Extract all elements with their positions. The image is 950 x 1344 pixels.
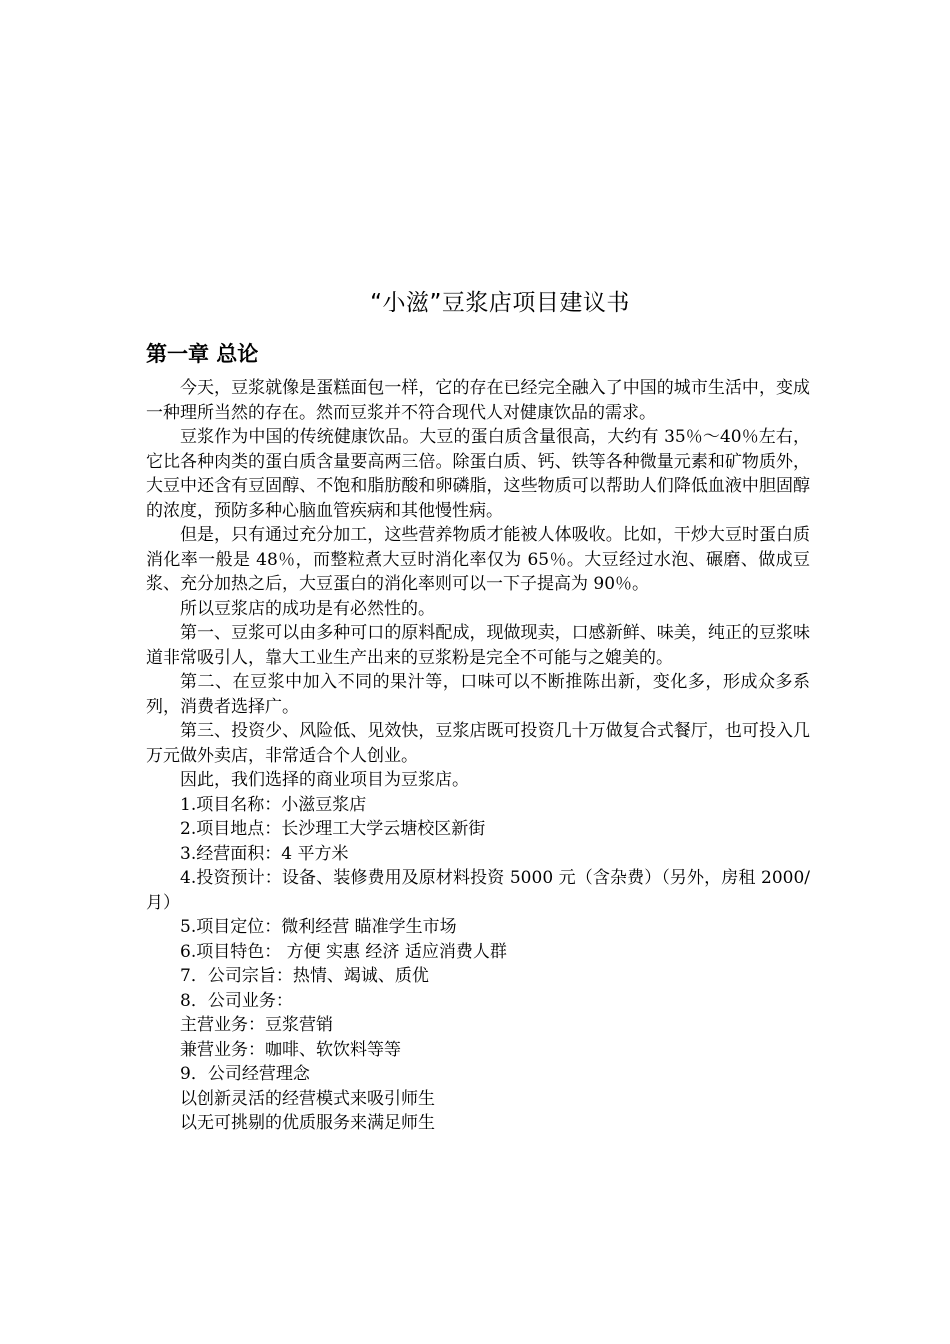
project-item: 9．公司经营理念	[180, 1064, 310, 1084]
chapter-heading: 第一章 总论	[146, 342, 259, 366]
project-item: 5.项目定位：微利经营 瞄准学生市场	[180, 917, 457, 937]
paragraph: 第二、在豆浆中加入不同的果汁等，口味可以不断推陈出新，变化多，形成众多系列，消费者选择广。	[146, 672, 810, 717]
project-item: 以创新灵活的经营模式来吸引师生	[180, 1088, 435, 1109]
paragraph: 今天，豆浆就像是蛋糕面包一样，它的存在已经完全融入了中国的城市生活中，变成一种理所当然的存在。然而豆浆并不符合现代人对健康饮品的需求。	[146, 378, 810, 423]
project-item: 4.投资预计：设备、装修费用及原材料投资 5000 元（含杂费）（另外，房租 2000/月）	[146, 868, 810, 913]
paragraph: 所以豆浆店的成功是有必然性的。	[180, 598, 435, 619]
paragraph: 第一、豆浆可以由多种可口的原料配成，现做现卖，口感新鲜、味美，纯正的豆浆味道非常吸引人，靠大工业生产出来的豆浆粉是完全不可能与之媲美的。	[146, 623, 810, 668]
project-item: 以无可挑剔的优质服务来满足师生	[180, 1113, 435, 1133]
project-item: 2.项目地点：长沙理工大学云塘校区新街	[180, 819, 486, 839]
project-item: 6.项目特色： 方便 实惠 经济 适应消费人群	[180, 941, 507, 962]
project-item: 8．公司业务：	[180, 990, 293, 1011]
project-item: 主营业务：豆浆营销	[180, 1015, 333, 1035]
document-body	[146, 376, 810, 1136]
paragraph: 但是，只有通过充分加工，这些营养物质才能被人体吸收。比如，干炒大豆时蛋白质消化率一般是 48％，而整粒煮大豆时消化率仅为 65％。大豆经过水泡、碾磨、做成豆浆、充分加热之后，大豆蛋白的消化率则可以一下子提高为 90％。	[146, 525, 810, 594]
paragraph: 豆浆作为中国的传统健康饮品。大豆的蛋白质含量很高，大约有 35％～40％左右，它比各种肉类的蛋白质含量要高两三倍。除蛋白质、钙、铁等各种微量元素和矿物质外，大豆中还含有豆固醇、不饱和脂肪酸和卵磷脂，这些物质可以帮助人们降低血液中胆固醇的浓度，预防多种心脑血管疾病和其他慢性病。	[146, 427, 810, 521]
document-title: “小滋”豆浆店项目建议书	[370, 290, 630, 316]
project-item: 3.经营面积：4 平方米	[180, 843, 349, 864]
project-item: 兼营业务：咖啡、软饮料等等	[180, 1039, 401, 1060]
project-item: 1.项目名称：小滋豆浆店	[180, 794, 367, 815]
project-item: 7．公司宗旨：热情、竭诚、质优	[180, 966, 429, 986]
paragraph: 第三、投资少、风险低、见效快，豆浆店既可投资几十万做复合式餐厅，也可投入几万元做外卖店，非常适合个人创业。	[146, 721, 810, 766]
paragraph: 因此，我们选择的商业项目为豆浆店。	[180, 770, 469, 790]
